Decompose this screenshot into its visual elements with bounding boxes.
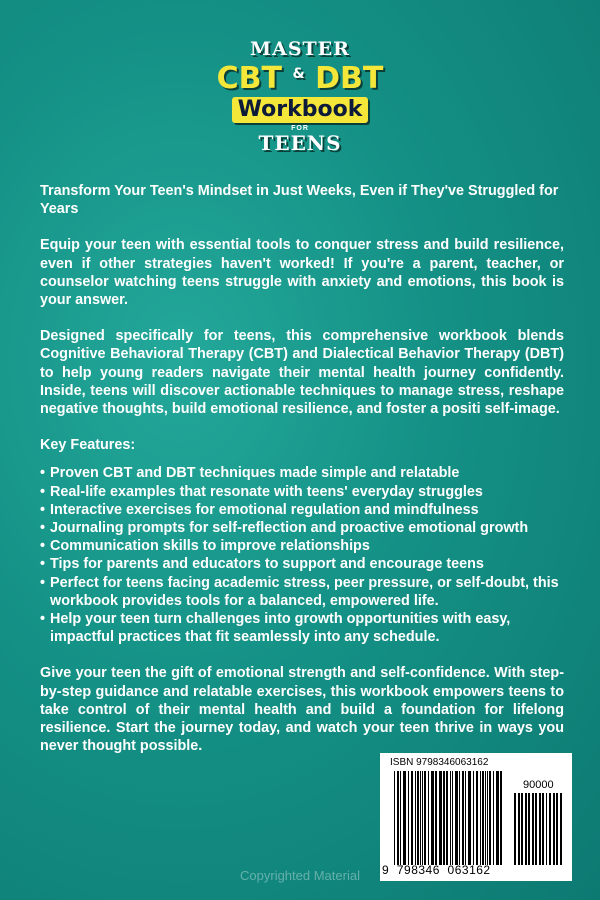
key-features-list xyxy=(40,464,564,646)
barcode-bar xyxy=(468,771,471,865)
barcode-bar xyxy=(397,771,399,865)
barcode-bars xyxy=(394,771,506,865)
barcode-bar xyxy=(473,771,474,865)
logo-for-text: FOR xyxy=(291,125,309,132)
feature-item: • Proven CBT and DBT techniques made simple and relatable xyxy=(40,464,564,482)
feature-item: • Journaling prompts for self-reflection and proactive emotional growth xyxy=(40,519,564,537)
barcode-bar xyxy=(528,793,530,865)
barcode-bar xyxy=(553,793,555,865)
logo-workbook-badge: Workbook xyxy=(232,97,369,123)
isbn-barcode xyxy=(380,753,572,881)
barcode-bar xyxy=(450,771,451,865)
feature-item: • Communication skills to improve relationships xyxy=(40,537,564,555)
feature-item: • Real-life examples that resonate with teens' everyday struggles xyxy=(40,483,564,501)
barcode-bar xyxy=(485,771,486,865)
barcode-bar xyxy=(420,771,421,865)
barcode-bar xyxy=(403,771,406,865)
barcode-bar xyxy=(446,771,448,865)
barcode-bar xyxy=(539,793,541,865)
barcode-bar xyxy=(549,793,551,865)
barcode-bar xyxy=(496,771,499,865)
feature-item: • Tips for parents and educators to support and encourage teens xyxy=(40,555,564,573)
isbn-digits: 9 798346 063162 xyxy=(382,863,491,877)
barcode-bar xyxy=(411,771,413,865)
back-cover-description xyxy=(40,182,564,773)
barcode-bar xyxy=(482,771,484,865)
logo-ampersand: & xyxy=(292,66,305,82)
barcode-bar xyxy=(455,771,458,865)
closing-paragraph: Give your teen the gift of emotional strength and self-confidence. With step-by-step guidance and relatable exercises, this workbook empowers teens to take control of their mental health and build a foundation for lifelong resilience. Start the journey today, and watch your teen thrive in ways you never thought possible. xyxy=(40,665,564,755)
barcode-bar xyxy=(415,771,416,865)
barcode-bar xyxy=(465,771,466,865)
barcode-bar xyxy=(417,771,419,865)
barcode-bar xyxy=(428,771,429,865)
barcode-bar xyxy=(521,793,523,865)
barcode-bar xyxy=(532,793,534,865)
intro-paragraph: Equip your teen with essential tools to conquer stress and build resilience, even if other strategies haven't worked! If you're a parent, teacher, or counselor watching teens struggle with anxiety and emotions, this book is your answer. xyxy=(40,237,564,309)
barcode-bar xyxy=(431,771,434,865)
barcode-bar xyxy=(394,771,395,865)
barcode-addon-bars xyxy=(514,793,564,865)
barcode-bar xyxy=(424,771,426,865)
logo-master-text: MASTER xyxy=(250,38,350,60)
barcode-bar xyxy=(489,771,491,865)
barcode-bar xyxy=(480,771,481,865)
barcode-bar xyxy=(500,771,502,865)
book-logo xyxy=(0,38,600,153)
barcode-bar xyxy=(443,771,445,865)
barcode-bar xyxy=(400,771,401,865)
copyright-watermark: Copyrighted Material xyxy=(240,868,360,883)
barcode-bar xyxy=(452,771,453,865)
barcode-bar xyxy=(546,793,547,865)
barcode-bar xyxy=(518,793,520,865)
barcode-bar xyxy=(535,793,537,865)
feature-item: • Perfect for teens facing academic stress, peer pressure, or self-doubt, this workbook provides tools for a balanced, empowered life. xyxy=(40,574,564,610)
barcode-bar xyxy=(514,793,516,865)
description-paragraph: Designed specifically for teens, this comprehensive workbook blends Cognitive Behavioral Therapy (CBT) and Dialectical Behavior Therapy (DBT) to help young readers navigate their mental health journey confidently. Inside, teens will discover actionable techniques to manage stress, reshape negative thoughts, build emotional resilience, and foster a positi self-image. xyxy=(40,328,564,418)
barcode-bar xyxy=(560,793,562,865)
barcode-bar xyxy=(435,771,437,865)
barcode-bar xyxy=(408,771,409,865)
isbn-label: ISBN 9798346063162 xyxy=(390,757,489,768)
barcode-bar xyxy=(459,771,460,865)
logo-teens-text: TEENS xyxy=(258,131,342,155)
barcode-bar xyxy=(422,771,423,865)
logo-cbt-dbt xyxy=(0,58,600,95)
barcode-bar xyxy=(487,771,488,865)
price-code: 90000 xyxy=(523,779,554,791)
barcode-bar xyxy=(439,771,442,865)
barcode-bar xyxy=(476,771,478,865)
barcode-bar xyxy=(542,793,544,865)
key-features-heading: Key Features: xyxy=(40,437,136,454)
barcode-bar xyxy=(525,793,527,865)
feature-item: • Interactive exercises for emotional regulation and mindfulness xyxy=(40,501,564,519)
headline: Transform Your Teen's Mindset in Just Weeks, Even if They've Struggled for Years xyxy=(40,183,559,218)
logo-cbt-text: CBT xyxy=(216,61,282,96)
logo-dbt-text: DBT xyxy=(315,61,384,96)
feature-item: • Help your teen turn challenges into growth opportunities with easy, impactful practices that fit seamlessly into any schedule. xyxy=(40,610,564,646)
barcode-bar xyxy=(493,771,494,865)
barcode-bar xyxy=(556,793,558,865)
barcode-bar xyxy=(462,771,464,865)
